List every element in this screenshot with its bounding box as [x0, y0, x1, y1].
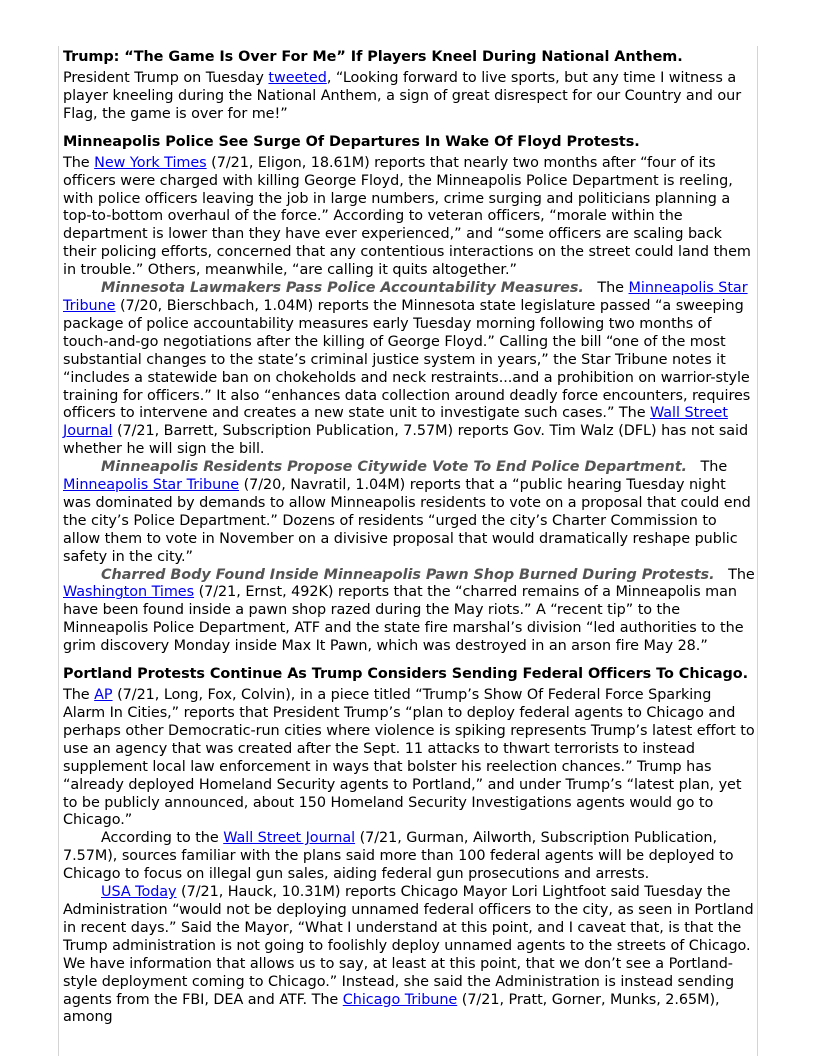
body-text: The [597, 280, 629, 297]
right-margin-rule [757, 46, 758, 1056]
article-headline: Minneapolis Police See Surge Of Departures In Wake Of Floyd Protests. [63, 133, 640, 150]
article-paragraph [63, 884, 755, 1027]
body-text: The [728, 566, 755, 583]
article-headline: Portland Protests Continue As Trump Considers Sending Federal Officers To Chicago. [63, 666, 749, 683]
star-tribune-link[interactable]: Minneapolis Star Tribune [63, 477, 240, 494]
body-text: (7/21, Barrett, Subscription Publication, 7.57M) reports Gov. Tim Walz (DFL) has not said whether he will sign the bill. [63, 423, 749, 458]
usa-today-link[interactable]: USA Today [101, 884, 177, 901]
article-paragraph [63, 155, 755, 280]
article-minneapolis-police [63, 131, 755, 656]
subheadline: Charred Body Found Inside Minneapolis Pawn Shop Burned During Protests. [101, 566, 715, 583]
wall-street-journal-link[interactable]: Wall Street Journal [223, 830, 356, 847]
body-text: (7/21, Eligon, 18.61M) reports that nearly two months after “four of its officers were charged with killing George Floyd, the Minneapolis Police Department is reeling, with police officers leaving the job in large numbers, crime surging and politicians planning a top-to-bottom overhaul of the force.” According to veteran officers, “morale within the department is lower than they have ever experienced,” and “some officers are scaling back their policing efforts, concerned that any contentious interactions on the street could land them in trouble.” Others, meanwhile, “are calling it quits altogether.” [63, 154, 751, 279]
article-paragraph [63, 70, 755, 124]
new-york-times-link[interactable]: New York Times [94, 154, 207, 171]
article-portland-protests [63, 663, 755, 1027]
body-text: (7/21, Long, Fox, Colvin), in a piece titled “Trump’s Show Of Federal Force Sparking Alarm In Cities,” reports that President Trump’s “plan to deploy federal agents to Chicago and perhaps other Democratic-run cities where violence is spiking represents Trump’s latest effort to use an agency that was created after the Sept. 11 attacks to thwart terrorists to instead supplement local law enforcement in ways that bolster his reelection chances.” Trump has “already deployed Homeland Security agents to Portland,” and under Trump’s “latest plan, yet to be publicly announced, about 150 Homeland Security Investigations agents would go to Chicago.” [63, 687, 755, 829]
article-paragraph [63, 459, 755, 566]
star-tribune-link[interactable]: Minneapolis Star Tribune [63, 280, 748, 314]
article-trump-anthem [63, 46, 755, 124]
article-paragraph [63, 280, 755, 459]
body-text: The [63, 154, 95, 171]
body-text: According to the [101, 830, 224, 847]
body-text: (7/21, Pratt, Gorner, Munks, 2.65M), among [63, 991, 720, 1026]
body-text: (7/20, Bierschbach, 1.04M) reports the Minnesota state legislature passed “a sweeping package of police accountability measures early Tuesday morning following two months of touch-and-go negotiations after the killing of George Floyd.” Calling the bill “one of the most substantial changes to the state’s criminal justice system in years,” the Star Tribune notes it “includes a statewide ban on chokeholds and neck restraints...and a prohibition on warrior-style training for officers.” It also “enhances data collection around deadly force encounters, requires officers to intervene and creates a new state unit to investigate such cases.” The [63, 297, 751, 422]
body-text: (7/21, Ernst, 492K) reports that the “charred remains of a Minneapolis man have been found inside a pawn shop razed during the May riots.” A “recent tip” to the Minneapolis Police Department, ATF and the state fire marshal’s division “led authorities to the grim discovery Monday inside Max It Pawn, which was destroyed in an arson fire May 28.” [63, 584, 744, 655]
body-text: President Trump on Tuesday [63, 70, 269, 86]
body-text: The [700, 459, 728, 476]
subheadline: Minnesota Lawmakers Pass Police Accountability Measures. [101, 280, 584, 297]
washington-times-link[interactable]: Washington Times [63, 584, 195, 601]
wall-street-journal-link[interactable]: Wall Street Journal [63, 405, 728, 440]
body-text: , “Looking forward to live sports, but any time I witness a player kneeling during the National Anthem, a sign of great disrespect for our Country and our Flag, the game is over for me!” [63, 70, 742, 122]
article-paragraph [63, 830, 755, 884]
tweeted-link[interactable]: tweeted [268, 70, 327, 86]
article-paragraph [63, 687, 755, 830]
subheadline: Minneapolis Residents Propose Citywide Vote To End Police Department. [101, 459, 687, 476]
chicago-tribune-link[interactable]: Chicago Tribune [342, 991, 458, 1008]
article-paragraph [63, 567, 755, 657]
left-margin-rule [58, 46, 59, 1056]
body-text: (7/21, Gurman, Ailworth, Subscription Publication, 7.57M), sources familiar with the plans said more than 100 federal agents will be deployed to Chicago to focus on illegal gun sales, aiding federal gun prosecutions and arrests. [63, 830, 734, 883]
body-text: The [63, 687, 95, 704]
body-text: (7/21, Hauck, 10.31M) reports Chicago Mayor Lori Lightfoot said Tuesday the Administration “would not be deploying unnamed federal officers to the city, as seen in Portland in recent days.” Said the Mayor, “What I understand at this point, and I caveat that, is that the Trump administration is not going to foolishly deploy unnamed agents to the streets of Chicago. We have information that allows us to say, at least at this point, that we don’t see a Portland-style deployment coming to Chicago.” Instead, she said the Administration is instead sending agents from the FBI, DEA and ATF. The [63, 884, 754, 1008]
body-text: (7/20, Navratil, 1.04M) reports that a “public hearing Tuesday night was dominated by demands to allow Minneapolis residents to vote on a proposal that could end the city’s Police Department.” Dozens of residents “urged the city’s Charter Commission to allow them to vote in November on a divisive proposal that would dramatically reshape public safety in the city.” [63, 477, 751, 565]
article-headline: Trump: “The Game Is Over For Me” If Players Kneel During National Anthem. [63, 49, 683, 65]
newsletter-page [63, 46, 755, 1034]
ap-link[interactable]: AP [94, 687, 113, 704]
